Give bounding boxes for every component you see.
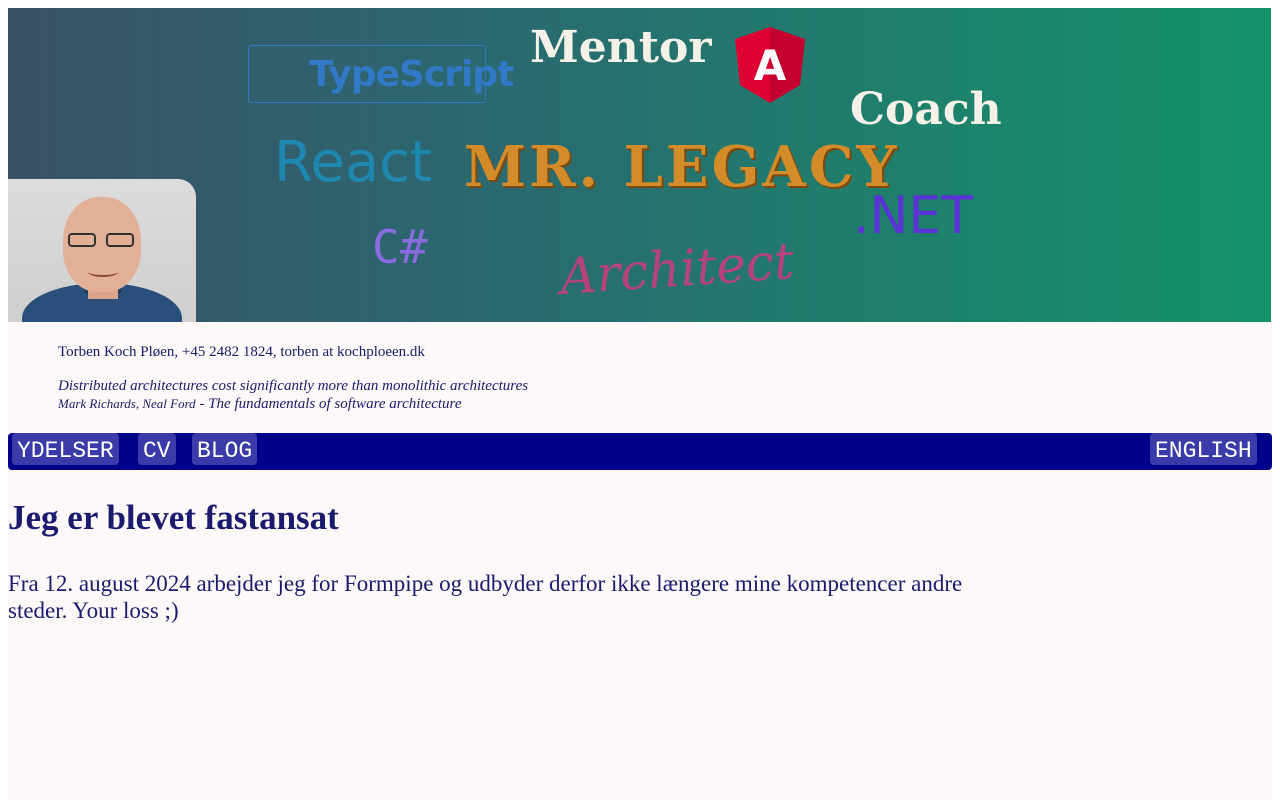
angular-icon	[735, 27, 805, 103]
main-navigation	[8, 433, 1272, 470]
language-english-button[interactable]: ENGLISH	[1150, 433, 1257, 465]
header-banner	[8, 8, 1271, 322]
architect-text: Architect	[558, 231, 796, 307]
quote-book: The fundamentals of software architecture	[208, 396, 462, 412]
nav-ydelser-button[interactable]: YDELSER	[12, 433, 119, 465]
typescript-logo	[248, 45, 514, 103]
quote-separator: -	[195, 396, 209, 412]
contact-info: Torben Koch Pløen, +45 2482 1824, torben at kochploeen.dk	[58, 344, 425, 360]
quote-text: Distributed architectures cost significantly more than monolithic architectures	[58, 378, 529, 394]
profile-photo	[8, 179, 196, 322]
csharp-text: C#	[372, 220, 428, 274]
angular-letter: A	[753, 41, 787, 90]
quote-authors: Mark Richards, Neal Ford	[58, 396, 196, 411]
page-title: Jeg er blevet fastansat	[8, 498, 339, 537]
coach-text: Coach	[850, 84, 1002, 135]
dotnet-text: .NET	[853, 186, 974, 246]
mr-legacy-text: MR. LEGACY	[464, 134, 900, 200]
page	[8, 8, 1272, 800]
nav-blog-button[interactable]: BLOG	[192, 433, 257, 465]
nav-cv-button[interactable]: CV	[138, 433, 176, 465]
quote-source	[58, 396, 462, 413]
react-text: React	[274, 130, 432, 195]
page-body: Fra 12. august 2024 arbejder jeg for Formpipe og udbyder derfor ikke længere mine kompetencer andre steder. Your loss ;)	[8, 571, 963, 623]
mentor-text: Mentor	[530, 22, 712, 73]
typescript-text: TypeScript	[309, 54, 514, 95]
